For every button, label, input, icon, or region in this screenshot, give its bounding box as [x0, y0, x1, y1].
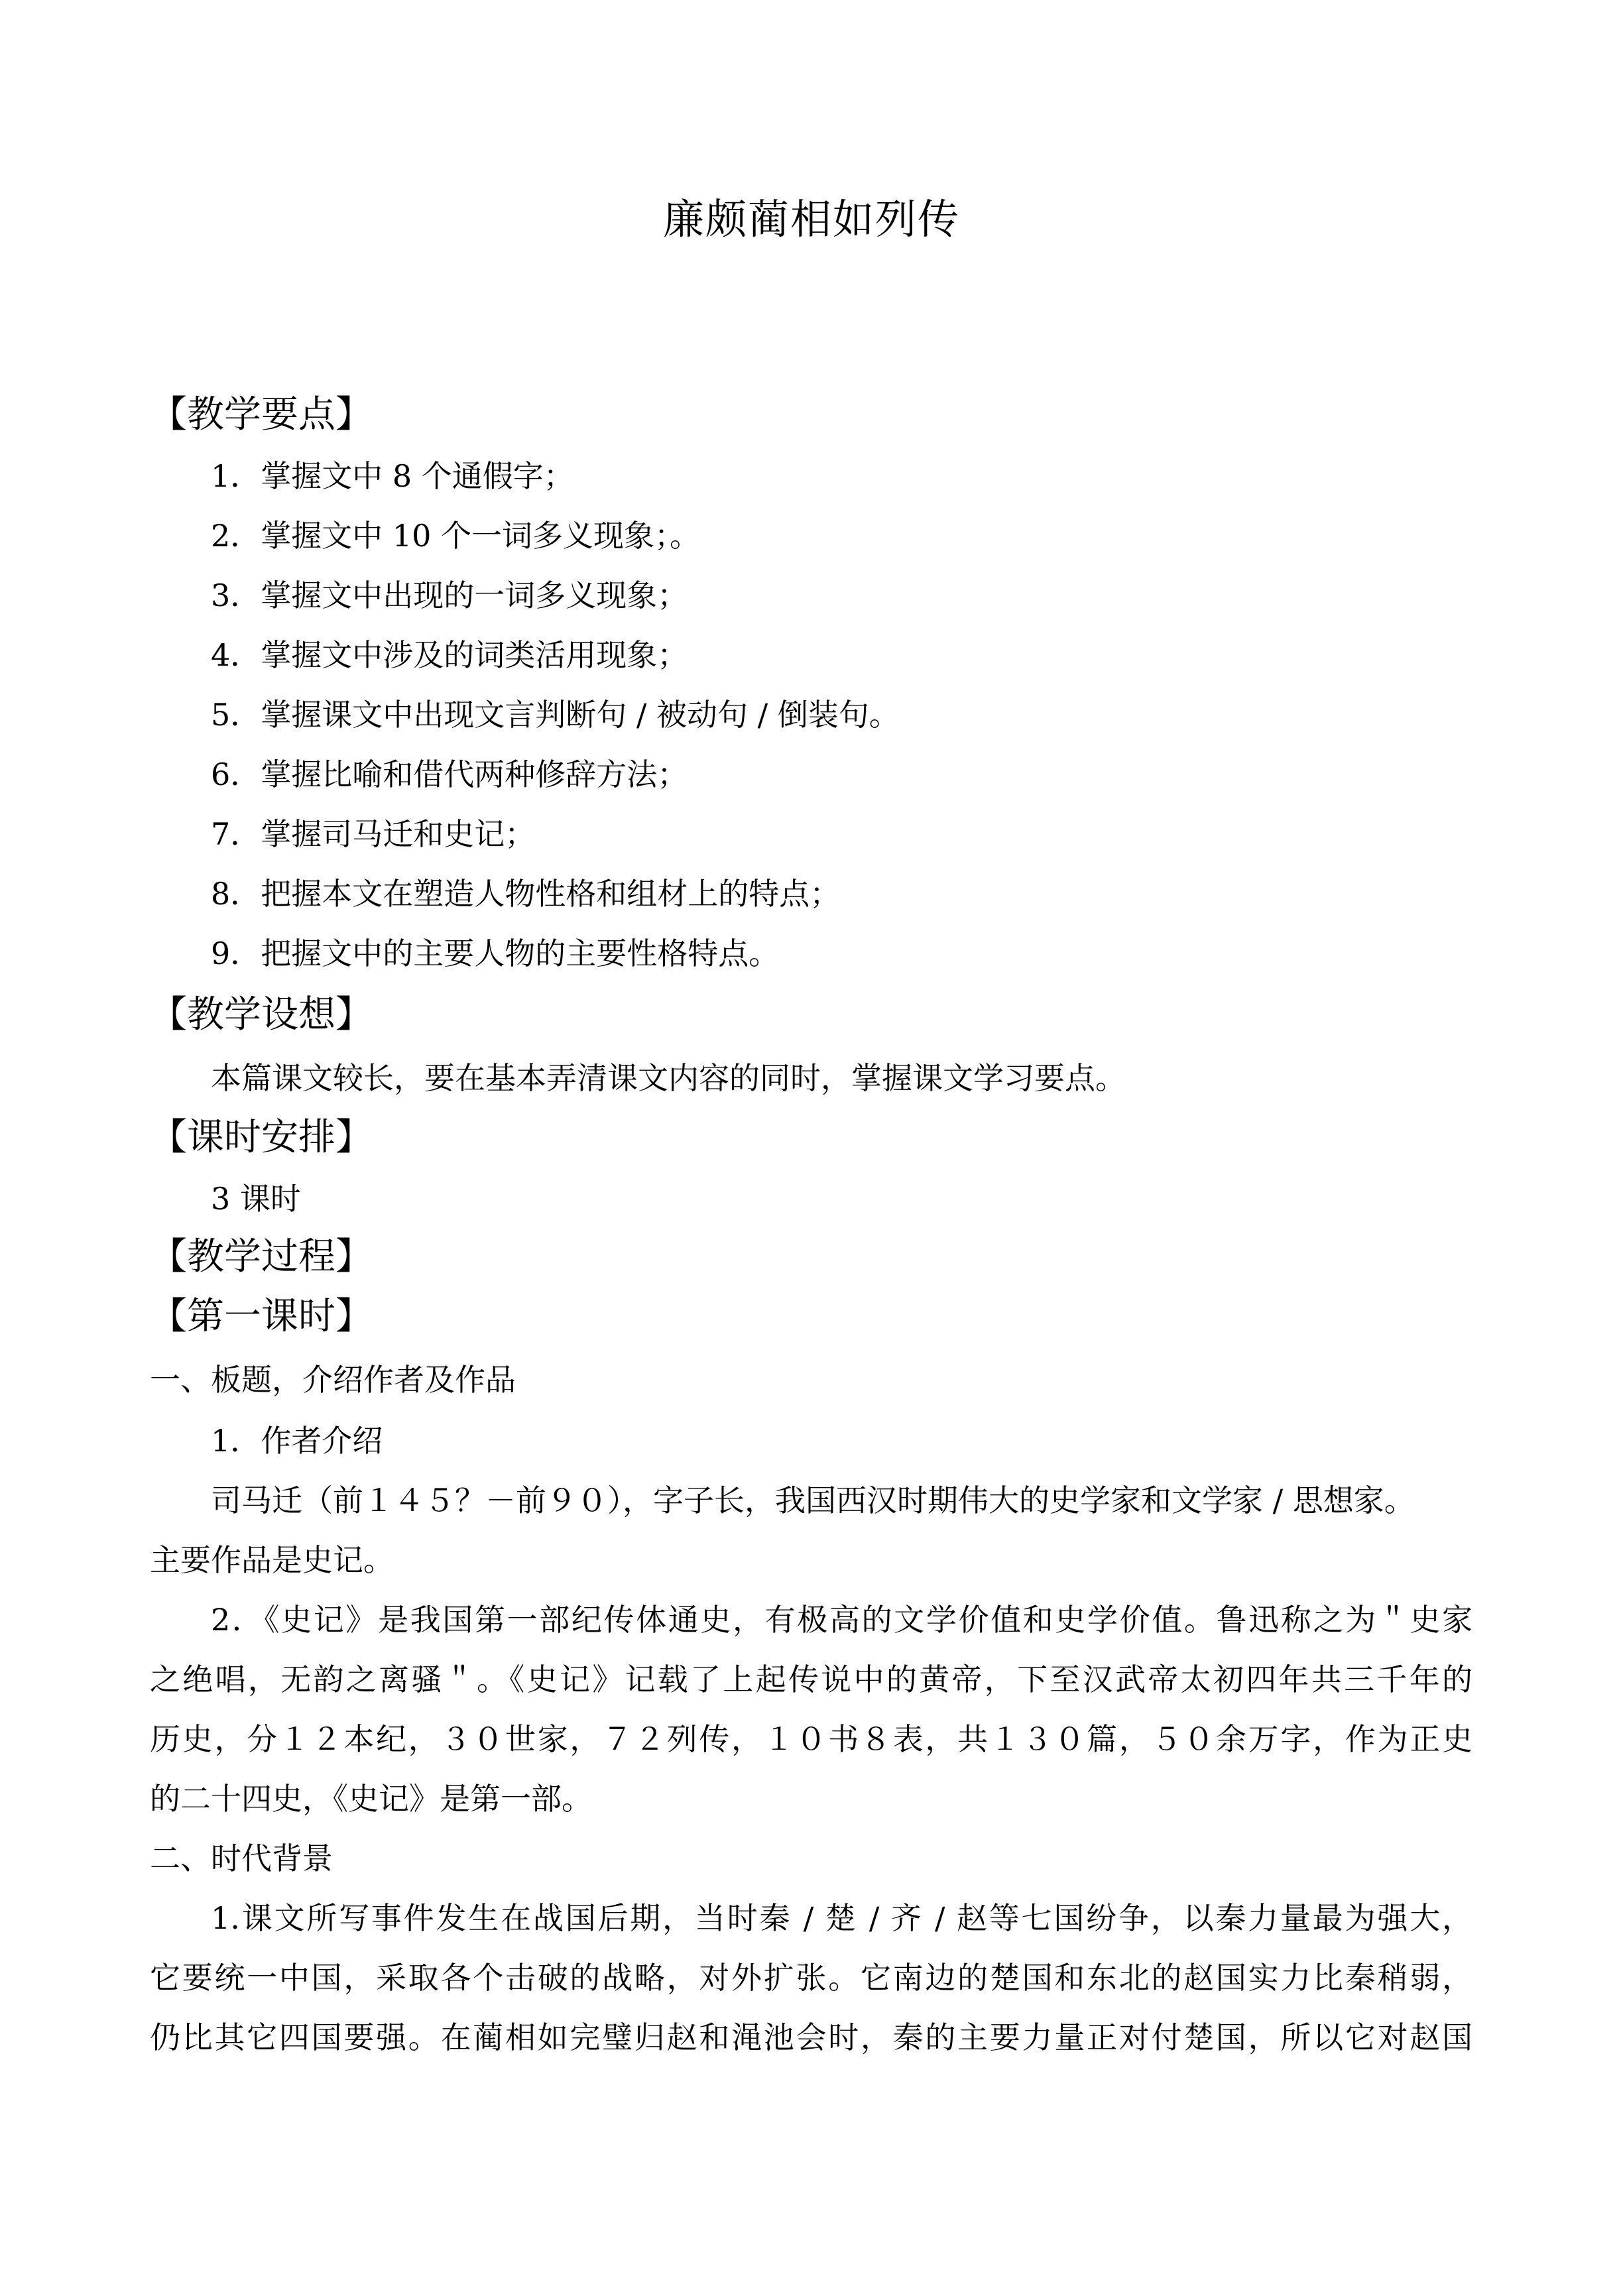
heading-key-points: 【教学要点】	[150, 393, 373, 436]
key-point-6: 6．掌握比喻和借代两种修辞方法；	[211, 756, 688, 792]
key-point-5: 5．掌握课文中出现文言判断句 / 被动句 / 倒装句。	[211, 697, 900, 733]
background-paragraph-line-2: 它要统一中国，采取各个击破的战略，对外扩张。它南边的楚国和东北的赵国实力比秦稍弱，	[150, 1960, 1473, 1996]
shiji-paragraph-line-4: 的二十四史，《史记》是第一部。	[150, 1781, 592, 1817]
key-point-7: 7．掌握司马迁和史记；	[211, 816, 536, 852]
shiji-paragraph-line-1: 2．《史记》是我国第一部纪传体通史，有极高的文学价值和史学价值。鲁迅称之为＂史家	[211, 1602, 1473, 1638]
heading-design: 【教学设想】	[150, 993, 373, 1036]
shiji-paragraph-line-2: 之绝唱，无韵之离骚＂。《史记》记载了上起传说中的黄帝，下至汉武帝太初四年共三千年的	[150, 1662, 1473, 1697]
key-point-8: 8．把握本文在塑造人物性格和组材上的特点；	[211, 876, 841, 912]
background-paragraph-line-3: 仍比其它四国要强。在蔺相如完璧归赵和渑池会时，秦的主要力量正对付楚国，所以它对赵国	[150, 2020, 1473, 2055]
key-point-1: 1．掌握文中 8 个通假字；	[211, 458, 574, 494]
heading-schedule: 【课时安排】	[150, 1116, 373, 1159]
author-intro-heading: 1．作者介绍	[211, 1423, 383, 1459]
key-point-3: 3．掌握文中出现的一词多义现象；	[211, 577, 688, 613]
author-paragraph-line-1: 司马迁（前１４５？－前９０），字子长，我国西汉时期伟大的史学家和文学家 / 思想家。	[211, 1482, 1415, 1518]
key-point-9: 9．把握文中的主要人物的主要性格特点。	[211, 936, 780, 971]
schedule-text: 3 课时	[211, 1181, 301, 1217]
heading-process: 【教学过程】	[150, 1235, 373, 1278]
design-text: 本篇课文较长，要在基本弄清课文内容的同时，掌握课文学习要点。	[211, 1060, 1126, 1096]
background-paragraph-line-1: 1.课文所写事件发生在战国后期，当时秦 / 楚 / 齐 / 赵等七国纷争，以秦力量最为强大，	[211, 1900, 1473, 1936]
shiji-paragraph-line-3: 历史，分１２本纪，３０世家，７２列传，１０书８表，共１３０篇，５０余万字，作为正史	[150, 1721, 1473, 1757]
section-one-heading: 一、板题，介绍作者及作品	[150, 1362, 516, 1398]
key-point-2: 2．掌握文中 10 个一词多义现象；。	[211, 518, 701, 554]
heading-lesson-one: 【第一课时】	[150, 1295, 373, 1338]
key-point-4: 4．掌握文中涉及的词类活用现象；	[211, 637, 688, 673]
author-paragraph-line-2: 主要作品是史记。	[150, 1542, 394, 1578]
document-title: 廉颇蔺相如列传	[662, 195, 960, 243]
section-two-heading: 二、时代背景	[150, 1841, 333, 1876]
